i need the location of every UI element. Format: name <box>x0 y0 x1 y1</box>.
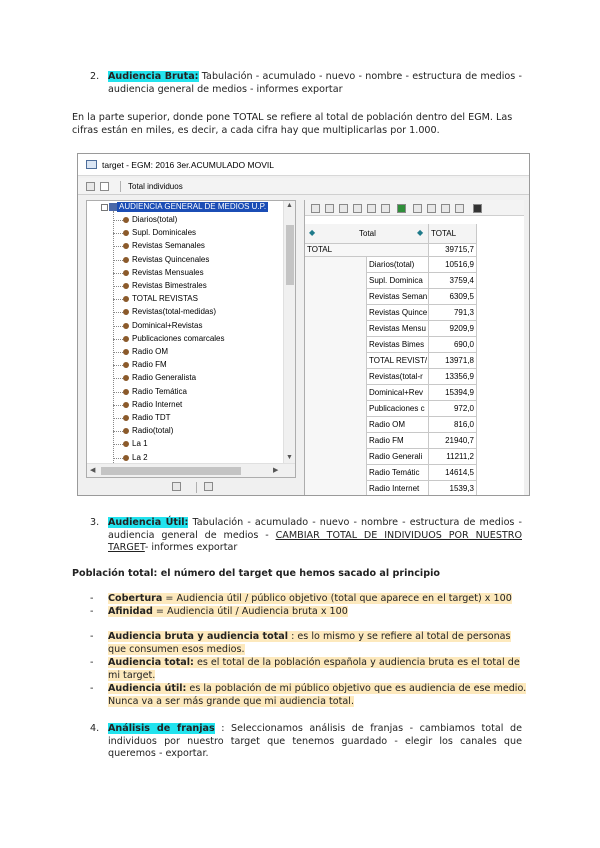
toolbar-total-label: Total individuos <box>128 182 183 191</box>
tree-item-label: Revistas Bimestrales <box>132 281 207 290</box>
window-titlebar <box>78 154 529 176</box>
list-number-3: 3. <box>90 517 100 528</box>
item-audiencia-bruta <box>108 71 522 96</box>
tree-item-label: Radio(total) <box>132 426 174 436</box>
audiencia-util-text: es la población de mi público objetivo que es audiencia de ese medio. Nunca va a ser más grande que mi audiencia total. <box>108 683 527 707</box>
grid-row-value: 6309,5 <box>429 289 477 305</box>
bullet-audiencia-total <box>108 657 528 682</box>
bullet-cobertura <box>108 593 526 606</box>
grid-row-label: TOTAL REVIST/ <box>367 353 429 369</box>
bullet-bruta-total <box>108 631 528 656</box>
medium-icon <box>123 336 129 342</box>
medium-icon <box>123 428 129 434</box>
filter-icon[interactable] <box>172 482 181 491</box>
grid-row-label: Diarios(total) <box>367 257 429 273</box>
bullet-audiencia-util <box>108 683 528 708</box>
grid-row-value: 816,0 <box>429 417 477 433</box>
bullet-mark: - <box>90 593 94 604</box>
arrow-right-icon[interactable]: ◆ <box>417 228 424 237</box>
grid-row-value: 15394,9 <box>429 385 477 401</box>
hscroll-thumb[interactable] <box>101 467 241 475</box>
tree-bottom-bar <box>86 480 296 495</box>
tree-item-label: Radio Generalista <box>132 373 197 383</box>
cobertura-text: = Audiencia útil / público objetivo (total que aparece en el target) x 100 <box>162 593 512 604</box>
grid-row-value: 9209,9 <box>429 321 477 337</box>
medium-icon <box>123 441 129 447</box>
bullet-mark: - <box>90 606 94 617</box>
medium-icon <box>123 402 129 408</box>
grid-tool-icon-8[interactable] <box>427 204 436 213</box>
bullet-afinidad <box>108 606 526 619</box>
toolbar-icon-a[interactable] <box>86 182 95 191</box>
grid-row-label: Publicaciones c <box>367 401 429 417</box>
item3-text-b: - informes exportar <box>144 542 238 554</box>
list-number-4: 4. <box>90 723 100 734</box>
grid-row-label: Supl. Dominica <box>367 273 429 289</box>
grid-row-label: Radio FM <box>367 433 429 449</box>
item2-text: Tabulación - acumulado - nuevo - nombre - estructura de medios - audiencia general de medios - informes exportar <box>108 71 522 95</box>
tree-connector <box>113 444 123 445</box>
grid-row-value: 11211,2 <box>429 449 477 465</box>
tree-connector <box>113 405 123 406</box>
item3-text-a: Tabulación - acumulado - nuevo - nombre - estructura de medios - audiencia general de medios - <box>108 517 522 541</box>
tree-connector <box>113 418 123 419</box>
tree-item-label: La 2 <box>132 452 148 462</box>
grid-total-value: 39715,7 <box>429 244 477 257</box>
grid-row-label: Radio OM <box>367 417 429 433</box>
grid-row-value: 13971,8 <box>429 353 477 369</box>
term-bruta-total: Audiencia bruta y audiencia total <box>108 631 289 642</box>
medium-icon <box>123 257 129 263</box>
grid-tool-icon-7[interactable] <box>413 204 422 213</box>
tree-item-label: Revistas Mensuales <box>132 267 204 277</box>
term-audiencia-util-def: Audiencia útil: <box>108 683 187 694</box>
tree-connector <box>113 220 123 221</box>
collapse-icon[interactable] <box>101 204 108 211</box>
grid-row-value: 14614,5 <box>429 465 477 481</box>
tree-horizontal-scrollbar[interactable] <box>87 463 295 477</box>
grid-row-label: Revistas Seman <box>367 289 429 305</box>
medium-icon <box>123 375 129 381</box>
medium-icon <box>123 283 129 289</box>
tree-vertical-scrollbar[interactable] <box>283 201 295 465</box>
medium-icon <box>123 349 129 355</box>
grid-tool-icon-1[interactable] <box>311 204 320 213</box>
tree-item-label: Revistas Quincenales <box>132 254 210 264</box>
grid-row-value: 791,3 <box>429 305 477 321</box>
bruta-total-text: : es lo mismo y se refiere al total de personas que consumen esos medios. <box>108 631 511 655</box>
tree-connector <box>113 458 123 459</box>
tree-connector <box>113 233 123 234</box>
medium-icon <box>123 323 129 329</box>
scroll-down-icon[interactable]: ▼ <box>286 454 293 461</box>
grid-tool-icon-10[interactable] <box>455 204 464 213</box>
tree-connector <box>113 339 123 340</box>
toolbar-separator <box>120 181 121 192</box>
tree-item-label: Radio Internet <box>132 399 183 409</box>
paragraph-total-explanation: En la parte superior, donde pone TOTAL se refiere al total de población dentro del EGM. Las cifras están en miles, es decir, a cada cifra hay que multiplicarlas por 1.000. <box>72 112 513 136</box>
scroll-thumb[interactable] <box>286 225 294 285</box>
tree-item-label: Revistas Semanales <box>132 241 205 251</box>
grid-header-row <box>305 224 429 244</box>
chart-icon[interactable] <box>473 204 482 213</box>
medium-icon <box>123 455 129 461</box>
tree-item-label: Diarios(total) <box>132 215 178 224</box>
tree-connector <box>113 365 123 366</box>
list-number-2: 2. <box>90 71 100 82</box>
tree-connector <box>113 260 123 261</box>
grid-row-value: 690,0 <box>429 337 477 353</box>
medium-icon <box>123 362 129 368</box>
term-audiencia-total: Audiencia total: <box>108 657 194 668</box>
item-analisis-franjas <box>108 723 522 761</box>
grid-row-value: 972,0 <box>429 401 477 417</box>
media-tree[interactable] <box>86 200 296 478</box>
medium-icon <box>123 243 129 249</box>
medium-icon <box>123 309 129 315</box>
tree-item-label: Revistas(total-medidas) <box>132 307 217 317</box>
tree-item-label: Supl. Dominicales <box>132 228 197 238</box>
grid-row-label: Revistas(total-r <box>367 369 429 385</box>
tree-connector <box>113 286 123 287</box>
tree-connector <box>113 352 123 353</box>
grid-toolbar <box>305 200 524 216</box>
medium-icon <box>123 415 129 421</box>
term-afinidad: Afinidad <box>108 606 153 617</box>
grid-row-label: Radio Generali <box>367 449 429 465</box>
grid-row-label: Dominical+Rev <box>367 385 429 401</box>
grid-row-value: 1539,3 <box>429 481 477 496</box>
grid-row-label: Revistas Bimes <box>367 337 429 353</box>
tree-connector <box>113 326 123 327</box>
bar-separator <box>196 482 197 493</box>
tree-item-label: Dominical+Revistas <box>132 320 203 330</box>
grid-total-label: TOTAL <box>305 244 429 257</box>
medium-icon <box>123 389 129 395</box>
tree-item-label: Radio FM <box>132 360 167 370</box>
grid-row-value: 21940,7 <box>429 433 477 449</box>
tree-item-label: Publicaciones comarcales <box>132 333 225 343</box>
tree-item-label: TOTAL REVISTAS <box>132 294 198 304</box>
grid-header-total: Total <box>359 229 376 238</box>
tree-connector <box>113 299 123 300</box>
grid-tool-icon-3[interactable] <box>339 204 348 213</box>
change-total-instruction: CAMBIAR TOTAL DE INDIVIDUOS POR NUESTRO TARGET <box>108 529 522 554</box>
egm-window-screenshot <box>77 153 530 496</box>
scroll-left-icon[interactable]: ◀ <box>90 467 96 474</box>
medium-icon <box>123 296 129 302</box>
audiencia-total-text: es el total de la población española y audiencia bruta es el total de mi target. <box>108 657 520 681</box>
toolbar-icon-b[interactable] <box>100 182 109 191</box>
bullet-mark: - <box>90 657 94 668</box>
medium-icon <box>123 230 129 236</box>
grid-row-label: Revistas Mensu <box>367 321 429 337</box>
tree-connector <box>113 378 123 379</box>
poblacion-heading: Población total: el número del target que hemos sacado al principio <box>72 568 440 579</box>
medium-icon <box>123 270 129 276</box>
bullet-mark: - <box>90 683 94 694</box>
grid-tool-icon-4[interactable] <box>353 204 362 213</box>
afinidad-text: = Audiencia útil / Audiencia bruta x 100 <box>152 606 348 617</box>
tree-connector <box>113 431 123 432</box>
arrow-left-icon[interactable]: ◆ <box>309 228 316 237</box>
tree-options-icon[interactable] <box>204 482 213 491</box>
grid-row-label: Radio Temátic <box>367 465 429 481</box>
term-audiencia-bruta: Audiencia Bruta: <box>108 71 199 82</box>
results-grid <box>304 200 524 496</box>
folder-icon <box>109 203 117 211</box>
item4-text: : Seleccionamos análisis de franjas - cambiamos total de individuos por nuestro target que tenemos guardado - elegir los canales que queremos - exportar. <box>108 723 522 760</box>
grid-row-label: Radio Internet <box>367 481 429 496</box>
tree-item-label: Radio OM <box>132 347 169 356</box>
tree-item-label: La 1 <box>132 439 148 449</box>
excel-icon[interactable] <box>397 204 406 213</box>
grid-col-header: TOTAL <box>429 224 477 244</box>
top-toolbar <box>78 178 529 195</box>
window-title: target - EGM: 2016 3er.ACUMULADO MOVIL <box>102 160 274 170</box>
grid-row-value: 13356,9 <box>429 369 477 385</box>
tree-item-label: Radio TDT <box>132 413 171 422</box>
tree-connector <box>113 246 123 247</box>
bullet-mark: - <box>90 631 94 642</box>
grid-row-value: 3759,4 <box>429 273 477 289</box>
term-audiencia-util: Audiencia Útil: <box>108 517 189 528</box>
window-icon <box>86 160 97 169</box>
tree-connector <box>113 273 123 274</box>
term-cobertura: Cobertura <box>108 593 163 604</box>
medium-icon <box>123 217 129 223</box>
grid-row-value: 10516,9 <box>429 257 477 273</box>
scroll-right-icon[interactable]: ▶ <box>273 467 279 474</box>
item-audiencia-util <box>108 517 522 555</box>
tree-item-label: Radio Temática <box>132 386 187 396</box>
grid-tool-icon-5[interactable] <box>367 204 376 213</box>
grid-row-header-spacer <box>305 257 367 496</box>
grid-tool-icon-2[interactable] <box>325 204 334 213</box>
tree-connector <box>113 211 114 478</box>
grid-tool-icon-9[interactable] <box>441 204 450 213</box>
term-analisis-franjas: Análisis de franjas <box>108 723 215 734</box>
scroll-up-icon[interactable]: ▲ <box>286 202 293 209</box>
tree-root-label: AUDIENCIA GENERAL DE MEDIOS U.P. <box>119 202 267 211</box>
grid-tool-icon-6[interactable] <box>381 204 390 213</box>
grid-row-label: Revistas Quince <box>367 305 429 321</box>
tree-connector <box>113 392 123 393</box>
tree-connector <box>113 312 123 313</box>
